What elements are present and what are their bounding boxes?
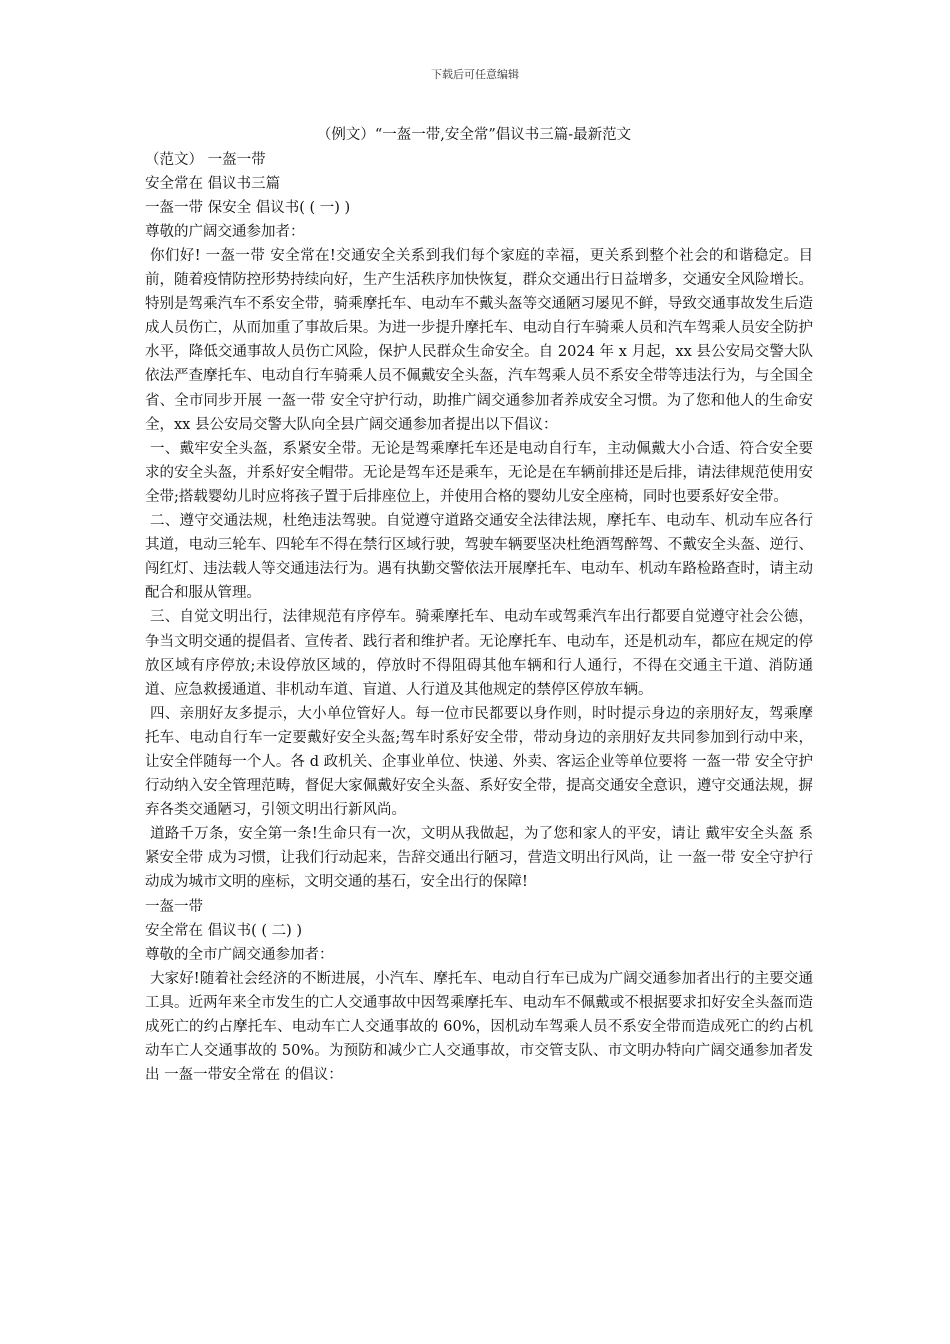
paragraph: 四、亲朋好友多提示，大小单位管好人。每一位市民都要以身作则，时时提示身边的亲朋好友，驾乘摩托车、电动自行车一定要戴好安全头盔;驾车时系好安全带，带动身边的亲朋好友共同参加到行动中来，让安全伴随每一个人。各 d 政机关、企事业单位、快递、外卖、客运企业等单位要将 一盔一带 安全守护行动纳入安全管理范畴，督促大家佩戴好安全头盔、系好安全带，提高交通安全意识，遵守交通法规，摒弃各类交通陋习，引领文明出行新风尚。 bbox=[145, 705, 813, 819]
paragraph: 三、自觉文明出行，法律规范有序停车。骑乘摩托车、电动车或驾乘汽车出行都要自觉遵守社会公德，争当文明交通的提倡者、宣传者、践行者和维护者。无论摩托车、电动车，还是机动车，都应在规定的停放区域有序停放;未设停放区域的，停放时不得阻碍其他车辆和行人通行，不得在交通主干道、消防通道、应急救援通道、非机动车道、盲道、人行道及其他规定的禁停区停放车辆。 bbox=[145, 609, 813, 698]
paragraph: 大家好!随着社会经济的不断进展，小汽车、摩托车、电动自行车已成为广阔交通参加者出行的主要交通工具。近两年来全市发生的亡人交通事故中因驾乘摩托车、电动车不佩戴或不根据要求扣好安全头盔而造成死亡的约占摩托车、电动车亡人交通事故的 60%，因机动车驾乘人员不系安全带而造成死亡的约占机动车亡人交通事故的 50%。为预防和减少亡人交通事故，市交管支队、市文明办特向广阔交通参加者发出 一盔一带安全常在 的倡议： bbox=[145, 970, 813, 1083]
section-heading: 一盔一带 bbox=[145, 898, 203, 915]
paragraph: 二、遵守交通法规，杜绝违法驾驶。自觉遵守道路交通安全法律法规，摩托车、电动车、机动车应各行其道，电动三轮车、四轮车不得在禁行区域行驶，驾驶车辆要坚决杜绝酒驾醉驾、不戴安全头盔、逆行、闯红灯、违法载人等交通违法行为。遇有执勤交警依法开展摩托车、电动车、机动车路检路查时，请主动配合和服从管理。 bbox=[145, 513, 813, 602]
document-title: （例文）“一盔一带,安全常”倡议书三篇-最新范文 bbox=[316, 127, 632, 143]
paragraph: 道路千万条，安全第一条!生命只有一次，文明从我做起，为了您和家人的平安，请让 戴牢安全头盔 系紧安全带 成为习惯，让我们行动起来，告辞交通出行陋习，营造文明出行风尚，让 一盔一带 安全守护行动成为城市文明的座标，文明交通的基石，安全出行的保障! bbox=[145, 826, 813, 891]
intro-line: 安全常在 倡议书三篇 bbox=[145, 176, 281, 192]
paragraph: 一、戴牢安全头盔，系紧安全带。无论是驾乘摩托车还是电动自行车，主动佩戴大小合适、符合安全要求的安全头盔，并系好安全帽带。无论是驾车还是乘车，无论是在车辆前排还是后排，请法律规范使用安全带;搭载婴幼儿时应将孩子置于后排座位上，并使用合格的婴幼儿安全座椅，同时也要系好安全带。 bbox=[145, 440, 813, 505]
paragraph: 你们好! 一盔一带 安全常在!交通安全关系到我们每个家庭的幸福，更关系到整个社会的和谐稳定。目前，随着疫情防控形势持续向好，生产生活秩序加快恢复，群众交通出行日益增多，交通安全风险增长。特别是驾乘汽车不系安全带，骑乘摩托车、电动车不戴头盔等交通陋习屡见不鲜，导致交通事故发生后造成人员伤亡，从而加重了事故后果。为进一步提升摩托车、电动自行车骑乘人员和汽车驾乘人员安全防护水平，降低交通事故人员伤亡风险，保护人民群众生命安全。自 2024 年 x 月起，xx 县公安局交警大队依法严查摩托车、电动自行车骑乘人员不佩戴安全头盔，汽车驾乘人员不系安全带等违法行为，与全国全省、全市同步开展 一盔一带 安全守护行动，助推广阔交通参加者养成安全习惯。为了您和他人的生命安全，xx 县公安局交警大队向全县广阔交通参加者提出以下倡议： bbox=[145, 248, 813, 433]
salutation: 尊敬的广阔交通参加者： bbox=[145, 224, 305, 240]
document-body bbox=[145, 122, 813, 1087]
intro-line: （范文） 一盔一带 bbox=[145, 152, 266, 168]
section-heading: 安全常在 倡议书( ( 二) ) bbox=[145, 922, 303, 939]
salutation: 尊敬的全市广阔交通参加者： bbox=[145, 946, 334, 963]
intro-line: 一盔一带 保安全 倡议书( ( 一) ) bbox=[145, 200, 351, 216]
header-note: 下载后可任意编辑 bbox=[431, 68, 519, 81]
